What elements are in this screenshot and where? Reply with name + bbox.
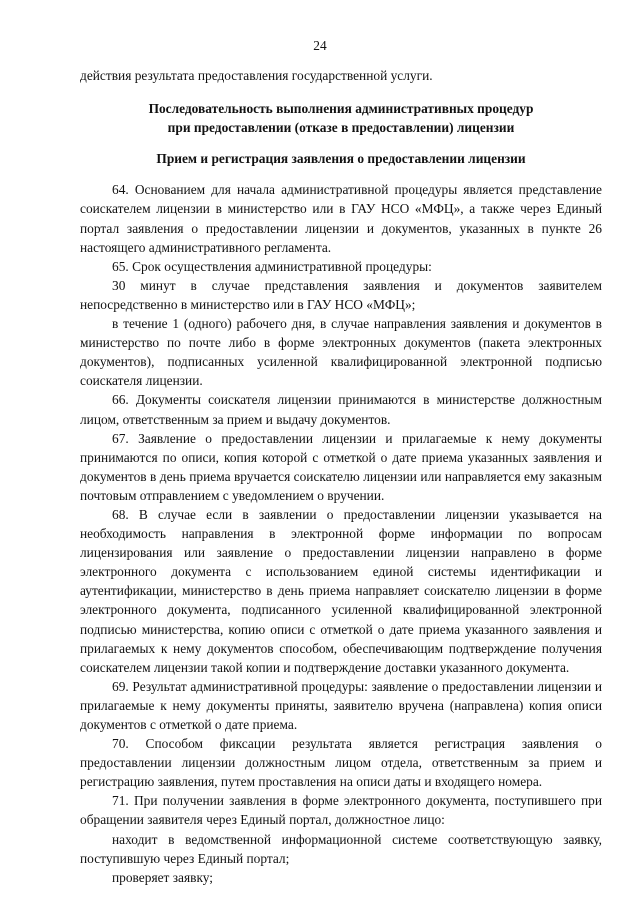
paragraph-68: 68. В случае если в заявлении о предоставлении лицензии указывается на необходимость направления в электронной форме информации по вопросам лицензирования или заявление о предоставлении лицензии направлено в форме электронного документа с использованием единой системы идентификации и аутентификации, министерство в день приема направляет соискателю лицензии в форме электронного документа, подписанного усиленной квалифицированной электронной подписью министерства, копию описи с отметкой о дате приема указанного заявления и прилагаемых к нему документов способом, обеспечивающим подтверждение получения соискателем лицензии такой копии и подтверждение доставки указанного документа. bbox=[80, 506, 602, 675]
paragraph-69: 69. Результат административной процедуры: заявление о предоставлении лицензии и прилагаемые к нему документы приняты, заявителю вручена (направлена) копия описи документов с отметкой о дате приема. bbox=[80, 678, 602, 732]
paragraph-70: 70. Способом фиксации результата является регистрация заявления о предоставлении лицензии должностным лицом отдела, ответственным за прием и регистрацию заявления, путем проставления на описи даты и входящего номера. bbox=[80, 736, 602, 790]
section-heading bbox=[80, 99, 602, 137]
page-number: 24 bbox=[313, 38, 327, 53]
lead-text: действия результата предоставления государственной услуги. bbox=[80, 68, 433, 83]
paragraph-65: 65. Срок осуществления административной процедуры: bbox=[112, 258, 432, 274]
paragraph-67: 67. Заявление о предоставлении лицензии и прилагаемые к нему документы принимаются по описи, копия которой с отметкой о дате приема указанных заявления и документов в день приема вручается соискателю лицензии или направляется ему заказным почтовым отправлением с уведомлением о вручении. bbox=[80, 430, 602, 503]
paragraph-65-item-2: в течение 1 (одного) рабочего дня, в случае направления заявления и документов в министерство по почте либо в форме электронных документов (пакета электронных документов), подписанных усиленной квалифицированной электронной подписью соискателя лицензии. bbox=[80, 316, 602, 389]
document-body bbox=[80, 66, 602, 887]
paragraph-66: 66. Документы соискателя лицензии принимаются в министерстве должностным лицом, ответственным за прием и выдачу документов. bbox=[80, 392, 602, 427]
section-title-line-2: при предоставлении (отказе в предоставлении) лицензии bbox=[167, 120, 515, 136]
paragraph-list bbox=[80, 180, 602, 886]
subsection-title: Прием и регистрация заявления о предоставлении лицензии bbox=[156, 151, 526, 167]
paragraph-65-item-1: 30 минут в случае представления заявления и документов заявителем непосредственно в министерство или в ГАУ НСО «МФЦ»; bbox=[80, 277, 602, 312]
paragraph-71-item-2: проверяет заявку; bbox=[112, 869, 214, 885]
section-title-line-1: Последовательность выполнения административных процедур bbox=[148, 101, 534, 117]
paragraph-64: 64. Основанием для начала административной процедуры является представление соискателем лицензии в министерство или в ГАУ НСО «МФЦ», а также через Единый портал заявления о предоставлении лицензии и документов, указанных в пункте 26 настоящего административного регламента. bbox=[80, 182, 602, 255]
paragraph-71-item-1: находит в ведомственной информационной системе соответствующую заявку, поступившую через Единый портал; bbox=[80, 831, 602, 866]
paragraph-71: 71. При получении заявления в форме электронного документа, поступившего при обращении заявителя через Единый портал, должностное лицо: bbox=[80, 793, 602, 828]
